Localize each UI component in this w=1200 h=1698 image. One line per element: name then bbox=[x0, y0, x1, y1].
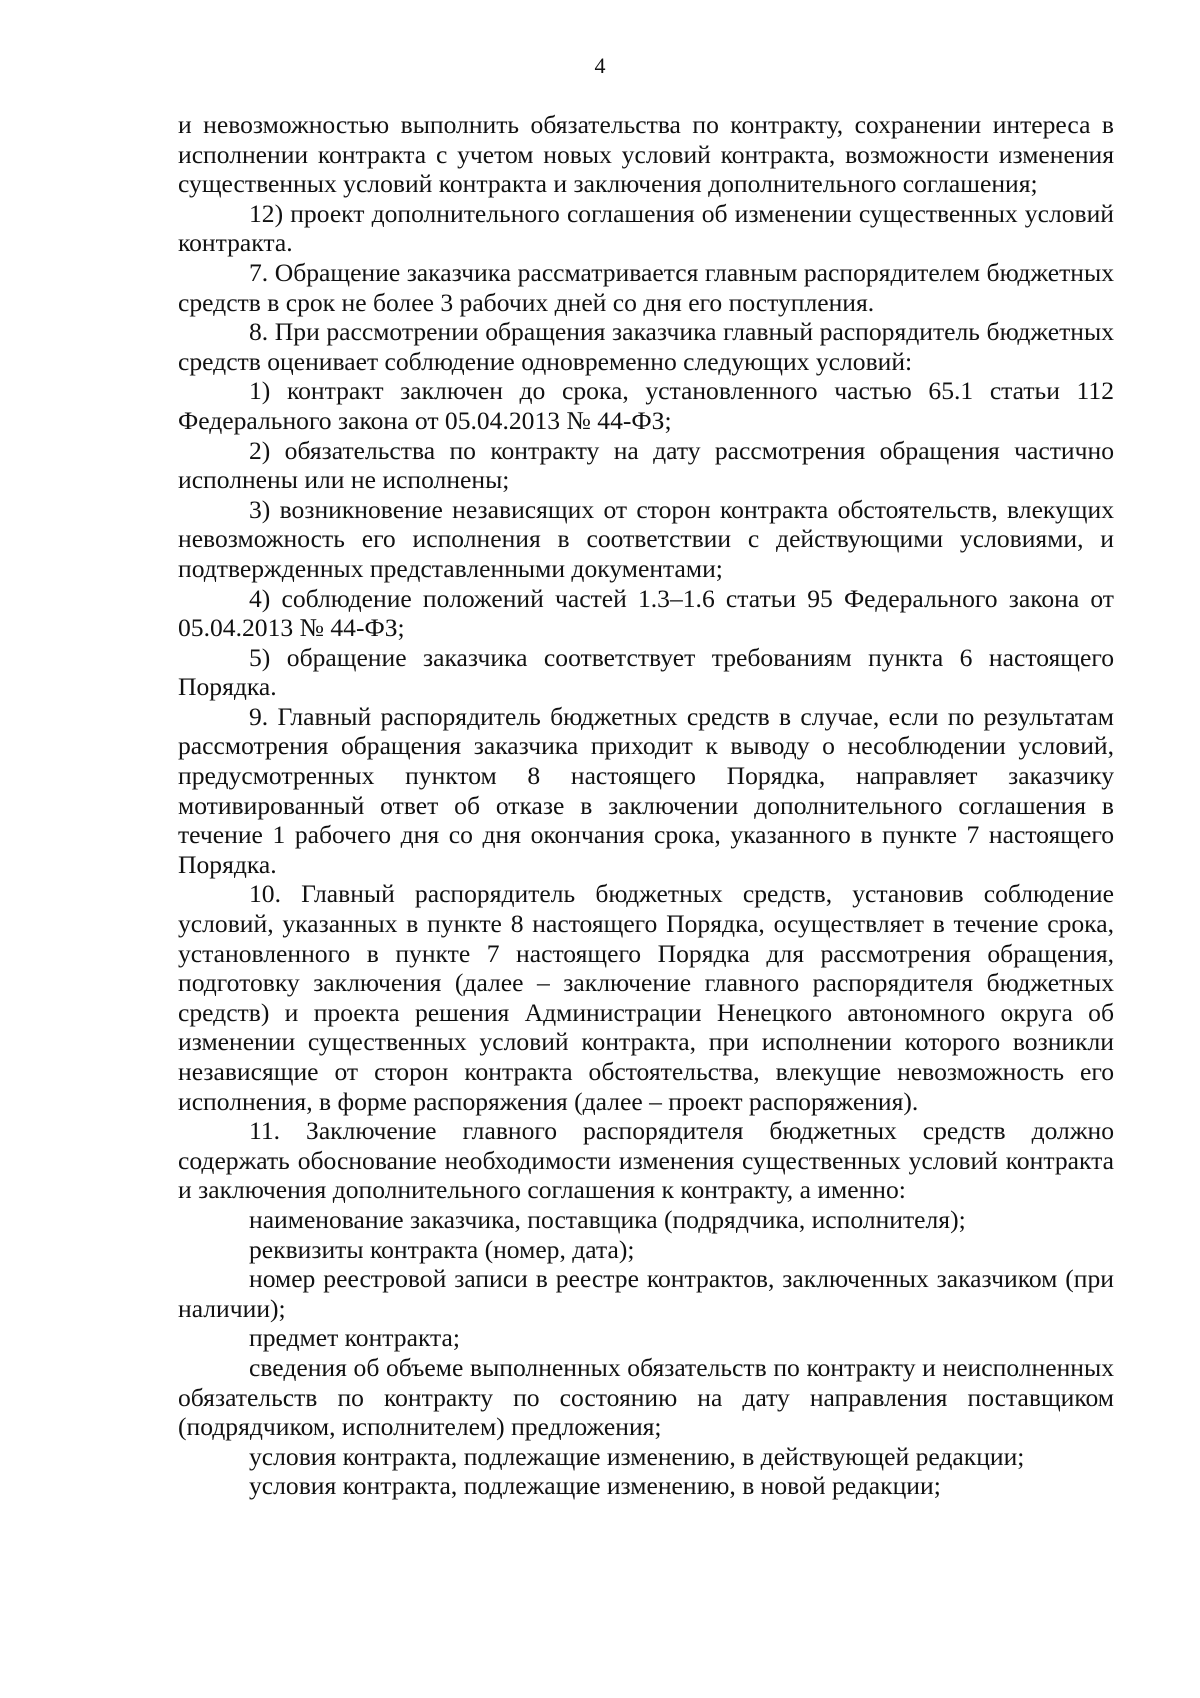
paragraph: сведения об объеме выполненных обязательств по контракту и неисполненных обязательств по контракту по состоянию на дату направления поставщиком (подрядчиком, исполнителем) предложения; bbox=[178, 1352, 1114, 1442]
paragraph: реквизиты контракта (номер, дата); bbox=[249, 1234, 635, 1264]
document-body bbox=[178, 110, 1114, 1501]
paragraph: 11. Заключение главного распорядителя бюджетных средств должно содержать обоснование необходимости изменения существенных условий контракта и заключения дополнительного соглашения к контракту, а именно: bbox=[178, 1116, 1114, 1205]
paragraph: наименование заказчика, поставщика (подрядчика, исполнителя); bbox=[249, 1204, 966, 1234]
paragraph: 1) контракт заключен до срока, установленного частью 65.1 статьи 112 Федерального закона от 05.04.2013 № 44-ФЗ; bbox=[178, 376, 1114, 435]
paragraph: 12) проект дополнительного соглашения об изменении существенных условий контракта. bbox=[178, 198, 1114, 258]
paragraph: 2) обязательства по контракту на дату рассмотрения обращения частично исполнены или не исполнены; bbox=[178, 435, 1114, 495]
paragraph: 10. Главный распорядитель бюджетных средств, установив соблюдение условий, указанных в пункте 8 настоящего Порядка, осуществляет в течение срока, установленного в пункте 7 настоящего Порядка для рассмотрения обращения, подготовку заключения (далее – заключение главного распорядителя бюджетных средств) и проекта решения Администрации Ненецкого автономного округа об изменении существенных условий контракта, при исполнении которого возникли независящие от сторон контракта обстоятельства, влекущие невозможность его исполнения, в форме распоряжения (далее – проект распоряжения). bbox=[178, 879, 1114, 1116]
paragraph: 3) возникновение независящих от сторон контракта обстоятельств, влекущих невозможность его исполнения в соответствии с действующими условиями, и подтвержденных представленными документами; bbox=[178, 494, 1114, 583]
paragraph: 9. Главный распорядитель бюджетных средств в случае, если по результатам рассмотрения обращения заказчика приходит к выводу о несоблюдении условий, предусмотренных пунктом 8 настоящего Порядка, направляет заказчику мотивированный ответ об отказе в заключении дополнительного соглашения в течение 1 рабочего дня со дня окончания срока, указанного в пункте 7 настоящего Порядка. bbox=[178, 701, 1114, 879]
page-number: 4 bbox=[594, 53, 606, 78]
paragraph: и невозможностью выполнить обязательства по контракту, сохранении интереса в исполнении контракта с учетом новых условий контракта, возможности изменения существенных условий контракта и заключения дополнительного соглашения; bbox=[178, 110, 1114, 199]
paragraph: 4) соблюдение положений частей 1.3–1.6 статьи 95 Федерального закона от 05.04.2013 № 44-ФЗ; bbox=[178, 583, 1114, 643]
paragraph: 7. Обращение заказчика рассматривается главным распорядителем бюджетных средств в срок не более 3 рабочих дней со дня его поступления. bbox=[178, 257, 1114, 317]
paragraph: 5) обращение заказчика соответствует требованиям пункта 6 настоящего Порядка. bbox=[178, 642, 1114, 702]
paragraph: предмет контракта; bbox=[249, 1323, 461, 1353]
paragraph: условия контракта, подлежащие изменению, в новой редакции; bbox=[249, 1471, 941, 1501]
paragraph: 8. При рассмотрении обращения заказчика главный распорядитель бюджетных средств оценивает соблюдение одновременно следующих условий: bbox=[178, 317, 1114, 376]
paragraph: условия контракта, подлежащие изменению, в действующей редакции; bbox=[249, 1441, 1025, 1471]
paragraph: номер реестровой записи в реестре контрактов, заключенных заказчиком (при наличии); bbox=[178, 1264, 1114, 1323]
